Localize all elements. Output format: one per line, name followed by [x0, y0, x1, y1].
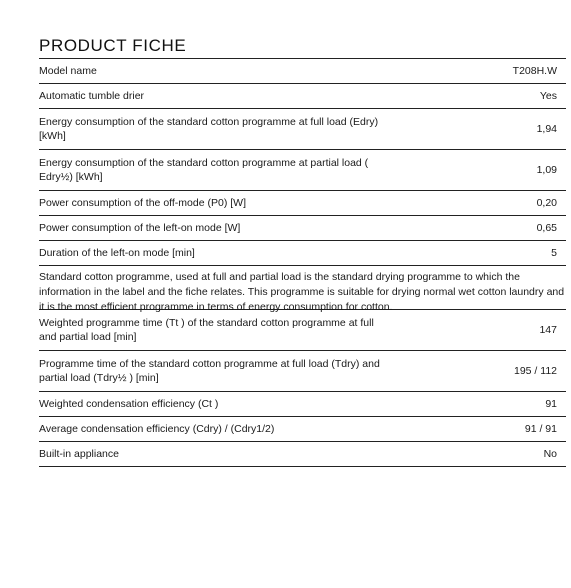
- row-label: Weighted condensation efficiency (Ct ): [39, 398, 219, 410]
- page-title: PRODUCT FICHE: [39, 36, 187, 55]
- row-label: Energy consumption of the standard cotton programme at full load (Edry) [kWh]: [39, 116, 379, 142]
- row-average-condensation-efficiency: [39, 417, 566, 442]
- row-value: 91: [545, 398, 557, 410]
- row-label: Model name: [39, 65, 97, 77]
- row-value: 147: [539, 324, 557, 336]
- row-weighted-condensation-efficiency: [39, 392, 566, 417]
- row-programme-time-full-partial: [39, 351, 566, 392]
- row-value: 1,94: [536, 123, 557, 135]
- row-built-in-appliance: [39, 442, 566, 467]
- row-left-on-duration: [39, 241, 566, 266]
- fiche-table: [39, 58, 566, 467]
- row-label: Energy consumption of the standard cotton programme at partial load ( Edry½) [kWh]: [39, 157, 369, 183]
- row-value: 91 / 91: [524, 423, 557, 435]
- row-label: Duration of the left-on mode [min]: [39, 247, 195, 259]
- row-off-mode-power: [39, 191, 566, 216]
- row-label: Power consumption of the off-mode (P0) [W]: [39, 197, 246, 209]
- row-weighted-programme-time: [39, 310, 566, 351]
- row-value: 5: [551, 247, 557, 259]
- row-label: Average condensation efficiency (Cdry) / (Cdry1/2): [39, 423, 275, 435]
- standard-programme-note: Standard cotton programme, used at full and partial load is the standard drying programme to which the information in the label and the fiche relates. This programme is suitable for drying normal wet cotton laundry and it is the most efficient programme in terms of energy consumption for cotton.: [39, 266, 566, 310]
- row-model-name: [39, 59, 566, 84]
- row-label: Programme time of the standard cotton programme at full load (Tdry) and partial load (Tdry½ ) [min]: [39, 358, 380, 384]
- row-left-on-power: [39, 216, 566, 241]
- row-value: 1,09: [536, 164, 557, 176]
- row-label: Power consumption of the left-on mode [W]: [39, 222, 241, 234]
- row-value: T208H.W: [512, 65, 557, 77]
- row-value: 0,65: [536, 222, 557, 234]
- row-label: Automatic tumble drier: [39, 90, 145, 102]
- row-label: Built-in appliance: [39, 448, 119, 460]
- row-value: Yes: [539, 90, 557, 102]
- row-label: Weighted programme time (Tt ) of the standard cotton programme at full and partial load [min]: [39, 317, 374, 343]
- row-value: 0,20: [536, 197, 557, 209]
- row-value: 195 / 112: [513, 365, 557, 377]
- row-automatic-tumble-drier: [39, 84, 566, 109]
- row-energy-full-load: [39, 109, 566, 150]
- row-value: No: [543, 448, 557, 460]
- row-energy-partial-load: [39, 150, 566, 191]
